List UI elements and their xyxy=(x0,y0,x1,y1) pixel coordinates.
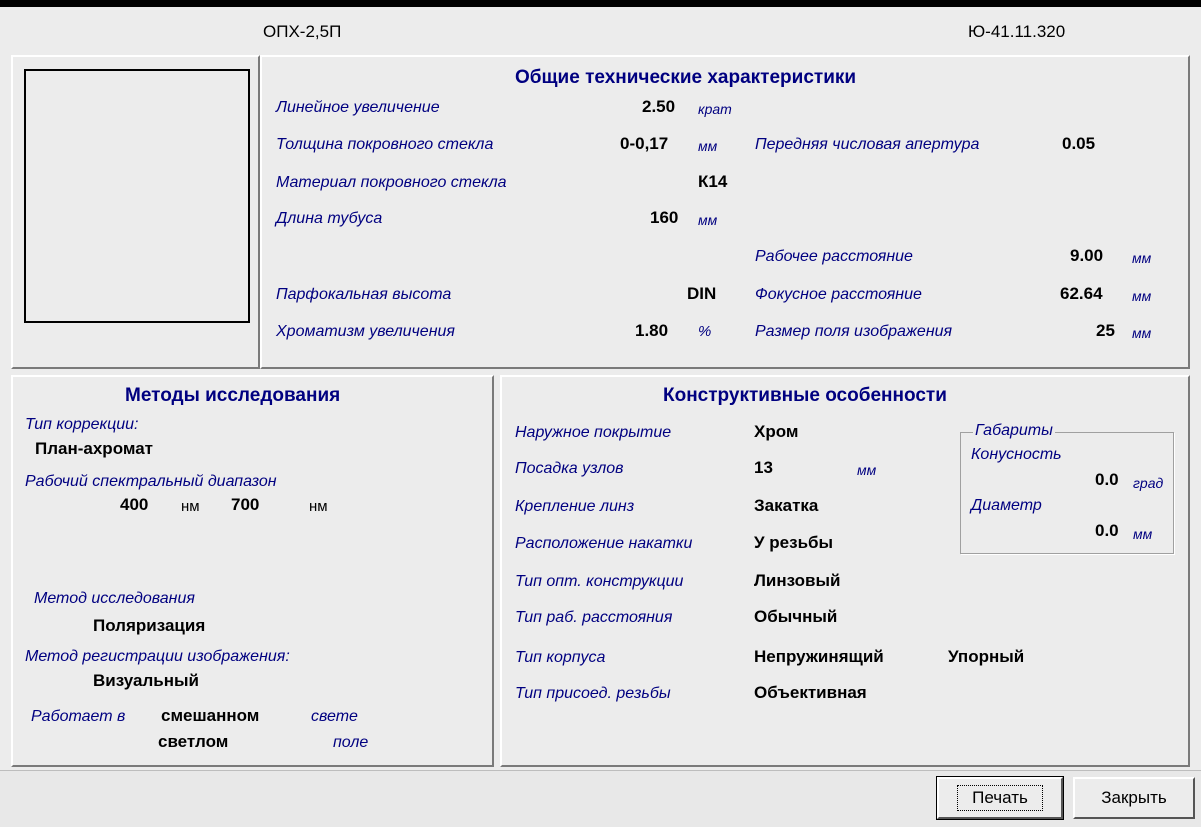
working-distance-unit: мм xyxy=(1132,250,1152,266)
methods-title: Методы исследования xyxy=(125,385,341,406)
magnification-value: 2.50 xyxy=(642,97,676,116)
works-label: Работает в xyxy=(31,708,126,725)
correction-label: Тип коррекции: xyxy=(25,416,139,433)
diameter-unit: мм xyxy=(1133,526,1153,542)
parfocal-value: DIN xyxy=(687,284,717,303)
tube-length-value: 160 xyxy=(650,208,679,227)
working-distance-value: 9.00 xyxy=(1070,246,1104,265)
chromatism-label: Хроматизм увеличения xyxy=(276,323,455,340)
correction-value: План-ахромат xyxy=(35,439,153,458)
methods-panel xyxy=(11,375,494,767)
magnification-unit: крат xyxy=(698,101,732,117)
tube-length-label: Длина тубуса xyxy=(276,210,383,227)
dimensions-legend: Габариты xyxy=(975,422,1053,439)
works-field-suffix: поле xyxy=(333,734,369,751)
taper-label: Конусность xyxy=(971,446,1062,463)
fit-value: 13 xyxy=(754,458,773,477)
thread-type-label: Тип присоед. резьбы xyxy=(515,685,671,702)
body-type-value: Непружинящий xyxy=(754,647,884,666)
tube-length-unit: мм xyxy=(698,212,718,228)
print-button[interactable] xyxy=(937,777,1063,819)
distance-type-value: Обычный xyxy=(754,607,838,626)
field-size-unit: мм xyxy=(1132,325,1152,341)
general-title: Общие технические характеристики xyxy=(515,67,857,88)
focal-length-label: Фокусное расстояние xyxy=(755,286,922,303)
coating-label: Наружное покрытие xyxy=(515,424,672,441)
chromatism-value: 1.80 xyxy=(635,321,669,340)
registration-label: Метод регистрации изображения: xyxy=(25,648,290,665)
construction-title: Конструктивные особенности xyxy=(663,385,947,406)
thread-type-value: Объективная xyxy=(754,683,867,702)
aperture-value: 0.05 xyxy=(1062,134,1096,153)
lens-mount-label: Крепление линз xyxy=(515,498,635,515)
parfocal-label: Парфокальная высота xyxy=(276,286,452,303)
field-size-value: 25 xyxy=(1096,321,1115,340)
window-top-edge xyxy=(0,0,1201,7)
range-to-unit: нм xyxy=(309,498,328,515)
works-light-suffix: свете xyxy=(311,708,358,725)
magnification-label: Линейное увеличение xyxy=(276,99,440,116)
diameter-value: 0.0 xyxy=(1095,521,1119,540)
model-code: Ю-41.11.320 xyxy=(968,22,1066,41)
body-type-label: Тип корпуса xyxy=(515,649,606,666)
method-value: Поляризация xyxy=(93,616,206,635)
optics-type-value: Линзовый xyxy=(754,571,841,590)
taper-value: 0.0 xyxy=(1095,470,1119,489)
objective-image xyxy=(24,69,250,323)
optics-type-label: Тип опт. конструкции xyxy=(515,573,684,590)
works-field-value: светлом xyxy=(158,732,229,751)
works-light-value: смешанном xyxy=(161,706,260,725)
working-distance-label: Рабочее расстояние xyxy=(755,248,913,265)
range-to-value: 700 xyxy=(231,495,260,514)
coating-value: Хром xyxy=(754,422,799,441)
close-button[interactable] xyxy=(1073,777,1195,819)
cover-material-label: Материал покровного стекла xyxy=(276,174,507,191)
cover-material-value: К14 xyxy=(698,172,728,191)
chromatism-unit: % xyxy=(698,323,712,340)
range-label: Рабочий спектральный диапазон xyxy=(25,473,277,490)
construction-panel xyxy=(500,375,1190,767)
cover-thickness-unit: мм xyxy=(698,138,718,154)
taper-unit: град xyxy=(1133,475,1164,491)
body-type-value2: Упорный xyxy=(948,647,1025,666)
diameter-label: Диаметр xyxy=(971,497,1042,514)
dimensions-groupbox xyxy=(960,422,1174,554)
focal-length-unit: мм xyxy=(1132,288,1152,304)
distance-type-label: Тип раб. расстояния xyxy=(515,609,673,626)
print-button-label: Печать xyxy=(957,785,1043,811)
model-name: ОПХ-2,5П xyxy=(263,22,342,41)
registration-value: Визуальный xyxy=(93,671,199,690)
fit-unit: мм xyxy=(857,462,877,478)
method-label: Метод исследования xyxy=(34,590,195,607)
field-size-label: Размер поля изображения xyxy=(755,323,953,340)
range-from-value: 400 xyxy=(120,495,149,514)
knurl-value: У резьбы xyxy=(754,533,834,552)
focal-length-value: 62.64 xyxy=(1060,284,1103,303)
fit-label: Посадка узлов xyxy=(515,460,624,477)
image-panel xyxy=(11,55,260,369)
close-button-label: Закрыть xyxy=(1101,788,1167,807)
general-panel xyxy=(260,55,1190,369)
cover-thickness-value: 0-0,17 xyxy=(620,134,669,153)
aperture-label: Передняя числовая апертура xyxy=(755,136,980,153)
lens-mount-value: Закатка xyxy=(754,496,819,515)
knurl-label: Расположение накатки xyxy=(515,535,693,552)
range-from-unit: нм xyxy=(181,498,200,515)
cover-thickness-label: Толщина покровного стекла xyxy=(276,136,494,153)
